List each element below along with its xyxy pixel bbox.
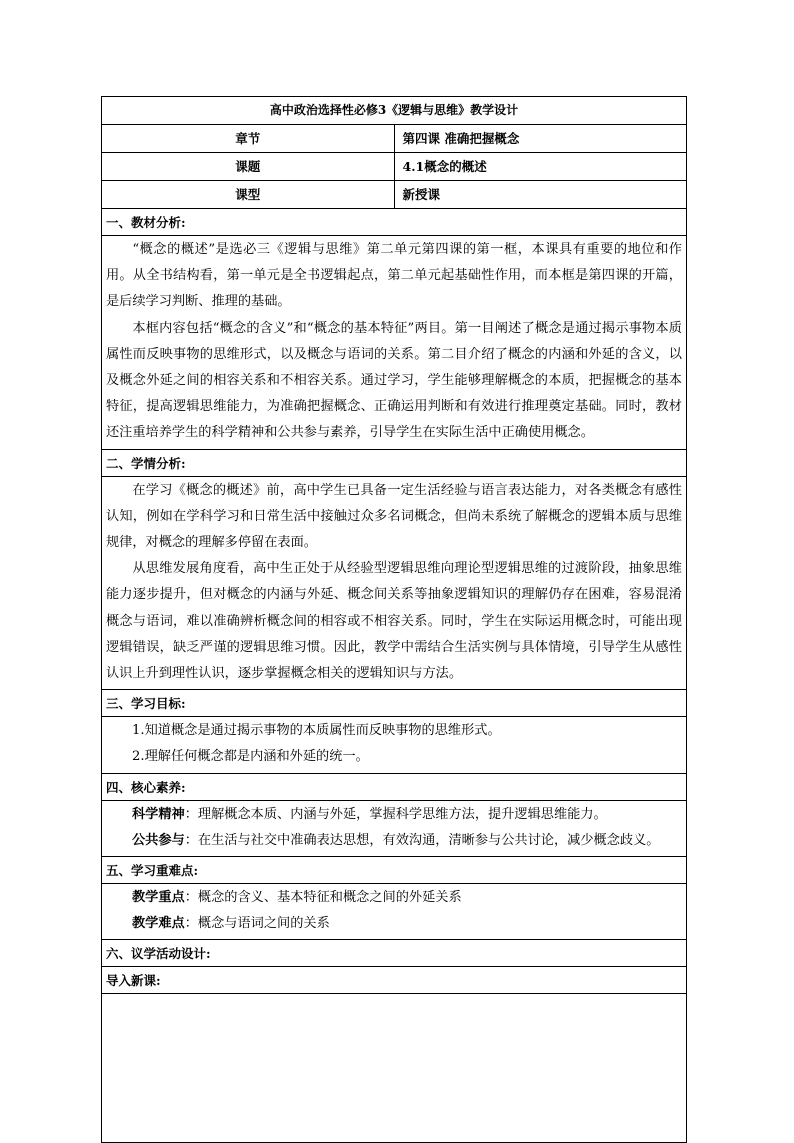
list-item: 1.知道概念是通过揭示事物的本质属性而反映事物的思维形式。	[132, 723, 501, 739]
list-item	[132, 885, 682, 911]
item-label: 科学精神	[132, 806, 185, 822]
section-body-row	[102, 884, 687, 940]
section-body-student-analysis	[102, 476, 687, 690]
item-text: ：理解概念本质、内涵与外延，掌握科学思维方法，提升逻辑思维能力。	[184, 806, 607, 822]
paragraph: 在学习《概念的概述》前，高中学生已具备一定生活经验与语言表达能力，对各类概念有感性认知，例如在学科学习和日常生活中接触过众多名词概念，但尚未系统了解概念的逻辑本质与思维规律，对概念的理解多停留在表面。	[106, 482, 682, 551]
title-row	[102, 97, 687, 125]
section-body-learning-goals	[102, 717, 687, 773]
section-body-row	[102, 994, 687, 1143]
item-label: 教学重点	[132, 890, 185, 906]
section-heading-lesson-intro: 导入新课:	[102, 967, 687, 994]
meta-value-chapter: 第四课 准确把握概念	[394, 125, 687, 153]
meta-row-topic	[102, 153, 687, 181]
meta-row-lesson-type	[102, 181, 687, 209]
section-heading-row	[102, 690, 687, 717]
item-text: ：概念的含义、基本特征和概念之间的外延关系	[184, 890, 462, 906]
section-body-core-literacy	[102, 800, 687, 856]
meta-label-topic: 课题	[102, 153, 395, 181]
section-heading-row	[102, 940, 687, 967]
section-body-textbook-analysis	[102, 236, 687, 450]
section-heading-key-points: 五、学习重难点:	[102, 857, 687, 884]
list-item	[132, 911, 682, 937]
section-heading-row	[102, 967, 687, 994]
meta-value-topic: 4.1概念的概述	[394, 153, 687, 181]
paragraph: 从思维发展角度看，高中生正处于从经验型逻辑思维向理论型逻辑思维的过渡阶段，抽象思维能力逐步提升，但对概念的内涵与外延、概念间关系等抽象逻辑知识的理解仍存在困难，容易混淆概念与语词，难以准确辨析概念间的相容或不相容关系。同时，学生在实际运用概念时，可能出现逻辑错误，缺乏严谨的逻辑思维习惯。因此，教学中需结合生活实例与具体情境，引导学生从感性认识上升到理性认识，逐步掌握概念相关的逻辑知识与方法。	[106, 561, 682, 682]
section-body-lesson-intro	[102, 994, 687, 1143]
list-item	[132, 828, 682, 854]
section-heading-row	[102, 449, 687, 476]
section-body-row	[102, 800, 687, 856]
section-heading-row	[102, 773, 687, 800]
section-body-key-points	[102, 884, 687, 940]
document-title: 高中政治选择性必修3《逻辑与思维》教学设计	[102, 97, 687, 125]
section-body-row	[102, 236, 687, 450]
section-body-row	[102, 717, 687, 773]
section-heading-row	[102, 209, 687, 236]
section-heading-activity-design: 六、议学活动设计:	[102, 940, 687, 967]
item-text: ：在生活与社交中准确表达思想，有效沟通，清晰参与公共讨论，减少概念歧义。	[184, 832, 660, 848]
section-heading-row	[102, 857, 687, 884]
section-heading-learning-goals: 三、学习目标:	[102, 690, 687, 717]
section-body-row	[102, 476, 687, 690]
section-heading-student-analysis: 二、学情分析:	[102, 449, 687, 476]
lesson-plan-table	[101, 96, 687, 1143]
meta-row-chapter	[102, 125, 687, 153]
section-heading-textbook-analysis: 一、教材分析:	[102, 209, 687, 236]
item-text: ：概念与语词之间的关系	[184, 916, 330, 932]
meta-value-lesson-type: 新授课	[394, 181, 687, 209]
list-item: 2.理解任何概念都是内涵和外延的统一。	[132, 749, 369, 765]
item-label: 公共参与	[132, 832, 185, 848]
meta-label-chapter: 章节	[102, 125, 395, 153]
paragraph: 本框内容包括“概念的含义”和“概念的基本特征”两目。第一目阐述了概念是通过揭示事物本质属性而反映事物的思维形式，以及概念与语词的关系。第二目介绍了概念的内涵和外延的含义，以及概念外延之间的相容关系和不相容关系。通过学习，学生能够理解概念的本质，把握概念的基本特征，提高逻辑思维能力，为准确把握概念、正确运用判断和有效进行推理奠定基础。同时，教材还注重培养学生的科学精神和公共参与素养，引导学生在实际生活中正确使用概念。	[106, 320, 682, 441]
item-label: 教学难点	[132, 916, 185, 932]
paragraph: “概念的概述”是选必三《逻辑与思维》第二单元第四课的第一框，本课具有重要的地位和作用。从全书结构看，第一单元是全书逻辑起点，第二单元起基础性作用，而本框是第四课的开篇，是后续学习判断、推理的基础。	[106, 242, 682, 310]
meta-label-lesson-type: 课型	[102, 181, 395, 209]
section-heading-core-literacy: 四、核心素养:	[102, 773, 687, 800]
list-item	[132, 802, 682, 828]
